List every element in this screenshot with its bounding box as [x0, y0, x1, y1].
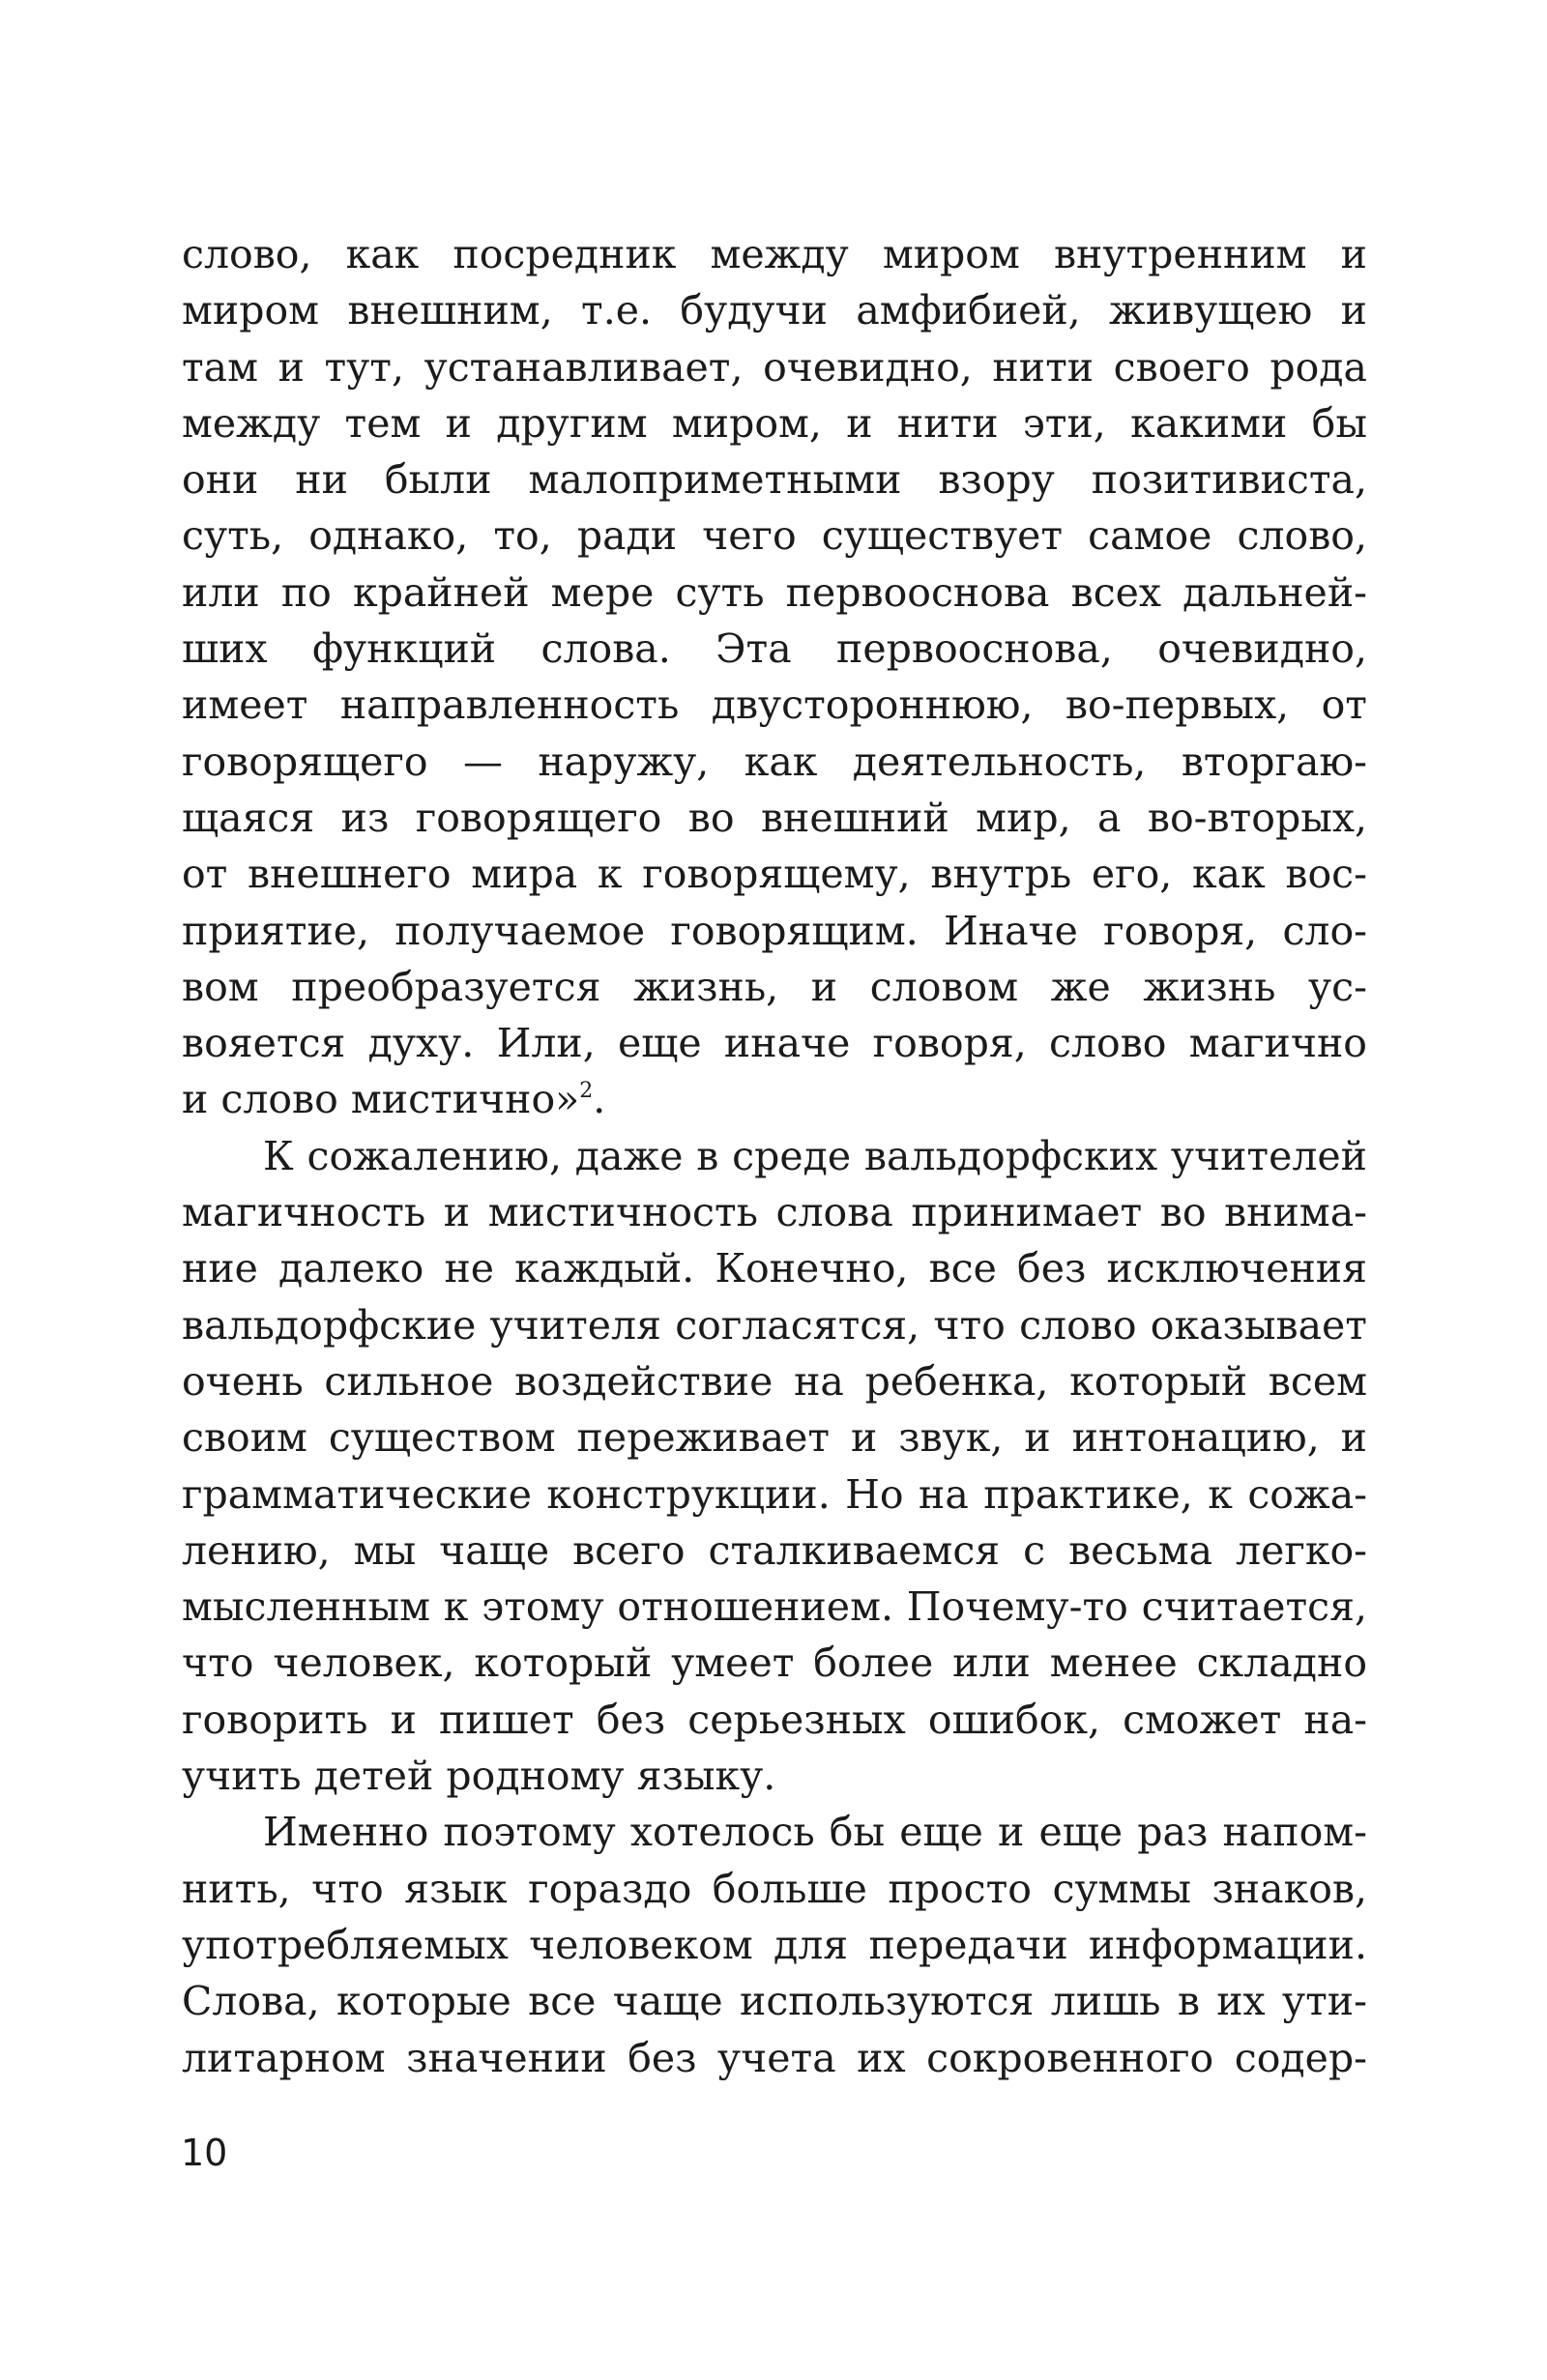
text-line: ших функций слова. Эта первооснова, очевидно,	[182, 625, 1367, 673]
text-line: что человек, который умеет более или менее складно	[182, 1640, 1367, 1687]
text-line-last: учить детей родному языку.	[182, 1753, 776, 1800]
text-fragment: .	[593, 1076, 606, 1123]
text-line: вальдорфские учителя согласятся, что слово оказывает	[182, 1301, 1367, 1349]
text-line: лению, мы чаще всего сталкиваемся с весьма легко-	[182, 1526, 1367, 1574]
text-line: очень сильное воздействие на ребенка, который всем	[182, 1357, 1367, 1405]
text-line: между тем и другим миром, и нити эти, какими бы	[182, 399, 1367, 447]
text-line: вом преобразуется жизнь, и словом же жизнь ус-	[182, 963, 1367, 1010]
text-line: имеет направленность двустороннюю, во-первых, от	[182, 682, 1367, 729]
page-number: 10	[181, 2132, 228, 2174]
paragraph-3	[182, 1804, 1367, 2085]
text-line: нить, что язык гораздо больше просто суммы знаков,	[182, 1865, 1367, 1912]
text-line: говорить и пишет без серьезных ошибок, сможет на-	[182, 1696, 1367, 1743]
text-line: приятие, получаемое говорящим. Иначе говоря, сло-	[182, 907, 1367, 954]
text-line: щаяся из говорящего во внешний мир, а во-вторых,	[182, 794, 1367, 841]
text-line: мысленным к этому отношением. Почему-то считается,	[182, 1583, 1367, 1631]
text-line: магичность и мистичность слова принимает во внима-	[182, 1189, 1367, 1236]
paragraph-1	[182, 226, 1367, 1128]
text-line: литарном значении без учета их сокровенного содер-	[182, 2034, 1367, 2081]
text-line: грамматические конструкции. Но на практике, к сожа-	[182, 1470, 1367, 1518]
text-fragment: и слово мистично»	[182, 1076, 580, 1123]
text-line-first: Именно поэтому хотелось бы еще и еще раз напом-	[263, 1809, 1367, 1856]
paragraph-2	[182, 1128, 1367, 1805]
text-line: вояется духу. Или, еще иначе говоря, слово магично	[182, 1020, 1367, 1067]
body-text	[182, 226, 1367, 2086]
text-line: суть, однако, то, ради чего существует самое слово,	[182, 512, 1367, 560]
text-line: употребляемых человеком для передачи информации.	[182, 1921, 1367, 1968]
text-line: они ни были малоприметными взору позитивиста,	[182, 456, 1367, 504]
footnote-reference[interactable]: 2	[579, 1079, 594, 1104]
text-line: слово, как посредник между миром внутренним и	[182, 231, 1367, 277]
text-line-last	[182, 1071, 1367, 1127]
text-line-first: К сожалению, даже в среде вальдорфских учителей	[263, 1132, 1367, 1179]
text-line: или по крайней мере суть первооснова всех дальней-	[182, 568, 1367, 616]
text-line: там и тут, устанавливает, очевидно, нити своего рода	[182, 343, 1367, 391]
text-line: ние далеко не каждый. Конечно, все без исключения	[182, 1245, 1367, 1292]
text-line: своим существом переживает и звук, и интонацию, и	[182, 1414, 1367, 1462]
text-line: Слова, которые все чаще используются лишь в их ути-	[182, 1978, 1367, 2025]
text-line: от внешнего мира к говорящему, внутрь его, как вос-	[182, 851, 1367, 898]
text-line: говорящего — наружу, как деятельность, вторгаю-	[182, 738, 1367, 785]
text-line: миром внешним, т.е. будучи амфибией, живущею и	[182, 287, 1367, 334]
